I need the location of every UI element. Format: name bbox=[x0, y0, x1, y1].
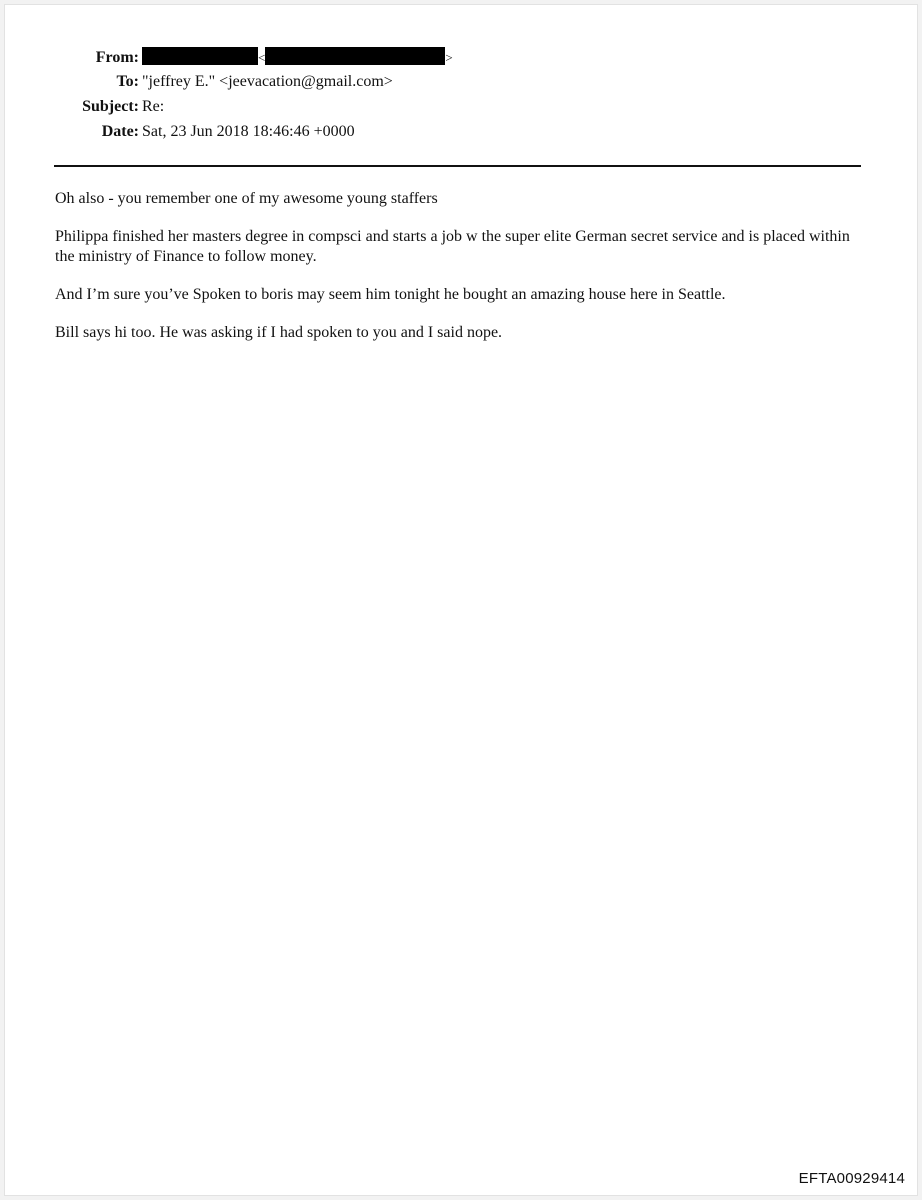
from-value bbox=[142, 47, 453, 69]
from-close-angle: > bbox=[445, 50, 453, 65]
subject-row bbox=[5, 96, 917, 118]
subject-label: Subject: bbox=[82, 98, 139, 115]
date-value: Sat, 23 Jun 2018 18:46:46 +0000 bbox=[142, 123, 355, 140]
to-value: "jeffrey E." <jeevacation@gmail.com> bbox=[142, 73, 393, 90]
date-label: Date: bbox=[101, 123, 139, 140]
to-row bbox=[5, 71, 917, 93]
body-paragraph: Oh also - you remember one of my awesome young staffers bbox=[55, 190, 438, 207]
body-paragraph: And I’m sure you’ve Spoken to boris may seem him tonight he bought an amazing house here in Seattle. bbox=[55, 286, 726, 303]
header-divider bbox=[54, 165, 861, 167]
email-body bbox=[55, 189, 865, 361]
bates-number: EFTA00929414 bbox=[798, 1170, 905, 1187]
from-name-redaction bbox=[142, 47, 258, 65]
subject-value: Re: bbox=[142, 98, 165, 115]
document-page bbox=[4, 4, 918, 1196]
from-address-redaction bbox=[265, 47, 445, 65]
from-row bbox=[5, 47, 917, 69]
date-row bbox=[5, 121, 917, 143]
from-open-angle: < bbox=[258, 50, 266, 65]
from-label: From: bbox=[95, 49, 139, 66]
to-label: To: bbox=[116, 73, 139, 90]
body-paragraph: Bill says hi too. He was asking if I had spoken to you and I said nope. bbox=[55, 324, 503, 341]
body-paragraph: Philippa finished her masters degree in compsci and starts a job w the super elite German secret service and is placed within the ministry of Finance to follow money. bbox=[55, 228, 850, 265]
